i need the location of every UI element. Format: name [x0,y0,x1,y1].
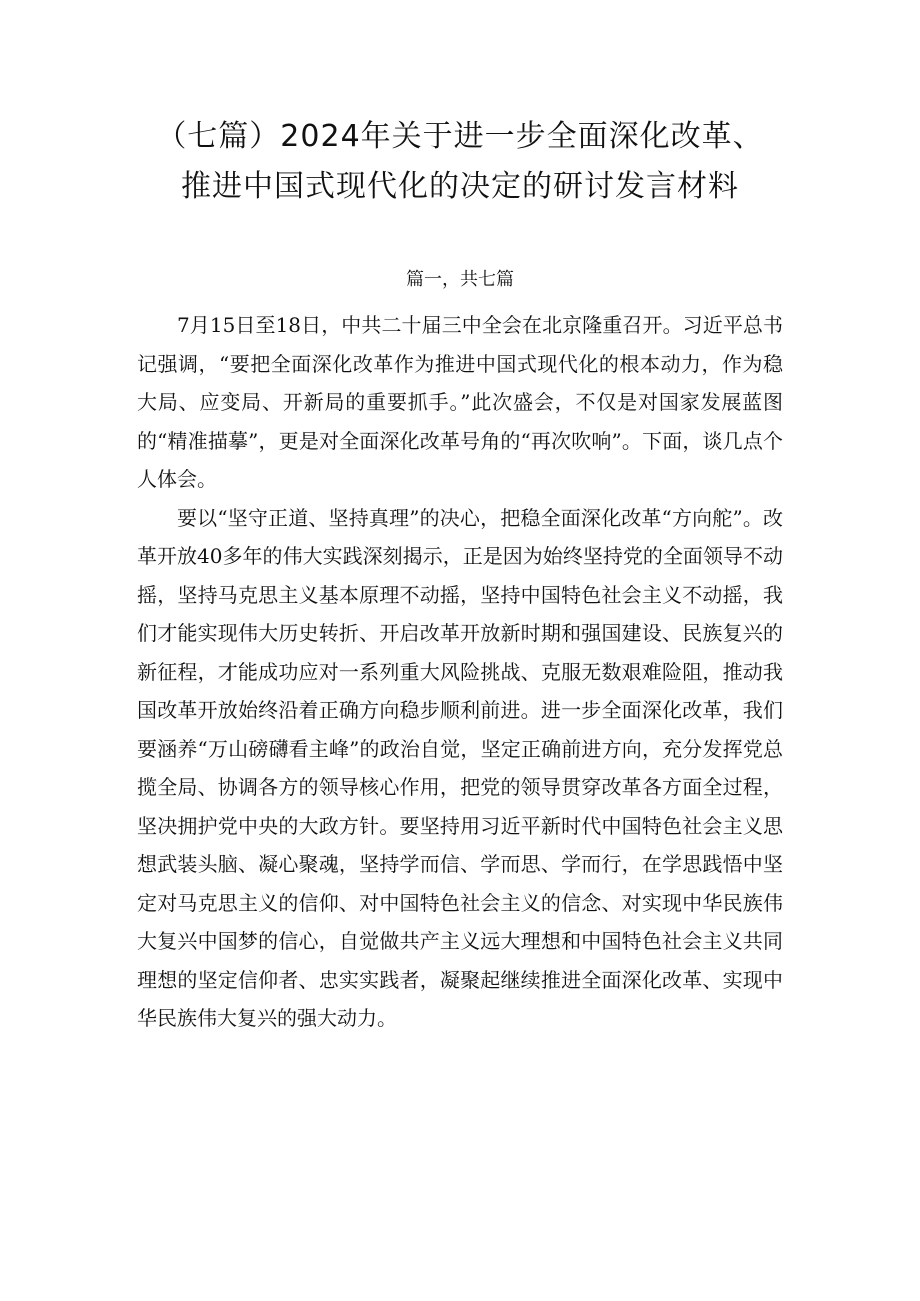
document-title [80,112,840,212]
body-paragraph-2: 要以“坚守正道、坚持真理”的决心，把稳全面深化改革“方向舵”。改革开放40多年的伟大实践深刻揭示，正是因为始终坚持党的全面领导不动摇，坚持马克思主义基本原理不动摇，坚持中国特色社会主义不动摇，我们才能实现伟大历史转折、开启改革开放新时期和强国建设、民族复兴的新征程，才能成功应对一系列重大风险挑战、克服无数艰难险阻，推动我国改革开放始终沿着正确方向稳步顺利前进。进一步全面深化改革，我们要涵养“万山磅礴看主峰”的政治自觉，坚定正确前进方向，充分发挥党总揽全局、协调各方的领导核心作用，把党的领导贯穿改革各方面全过程，坚决拥护党中央的大政方针。要坚持用习近平新时代中国特色社会主义思想武装头脑、凝心聚魂，坚持学而信、学而思、学而行，在学思践悟中坚定对马克思主义的信仰、对中国特色社会主义的信念、对实现中华民族伟大复兴中国梦的信心，自觉做共产主义远大理想和中国特色社会主义共同理想的坚定信仰者、忠实实践者，凝聚起继续推进全面深化改革、实现中华民族伟大复兴的强大动力。 [137,505,783,1030]
document-title-line-2: 推进中国式现代化的决定的研讨发言材料 [181,169,739,204]
body-paragraph-1: 7月15日至18日，中共二十届三中全会在北京隆重召开。习近平总书记强调，“要把全面深化改革作为推进中国式现代化的根本动力，作为稳大局、应变局、开新局的重要抓手。”此次盛会，不仅是对国家发展蓝图的“精准描摹”，更是对全面深化改革号角的“再次吹响”。下面，谈几点个人体会。 [137,313,783,491]
section-heading: 篇一，共七篇 [406,269,514,290]
document-title-line-1: （七篇）2024年关于进一步全面深化改革、 [156,119,764,154]
document-body [137,306,783,1038]
